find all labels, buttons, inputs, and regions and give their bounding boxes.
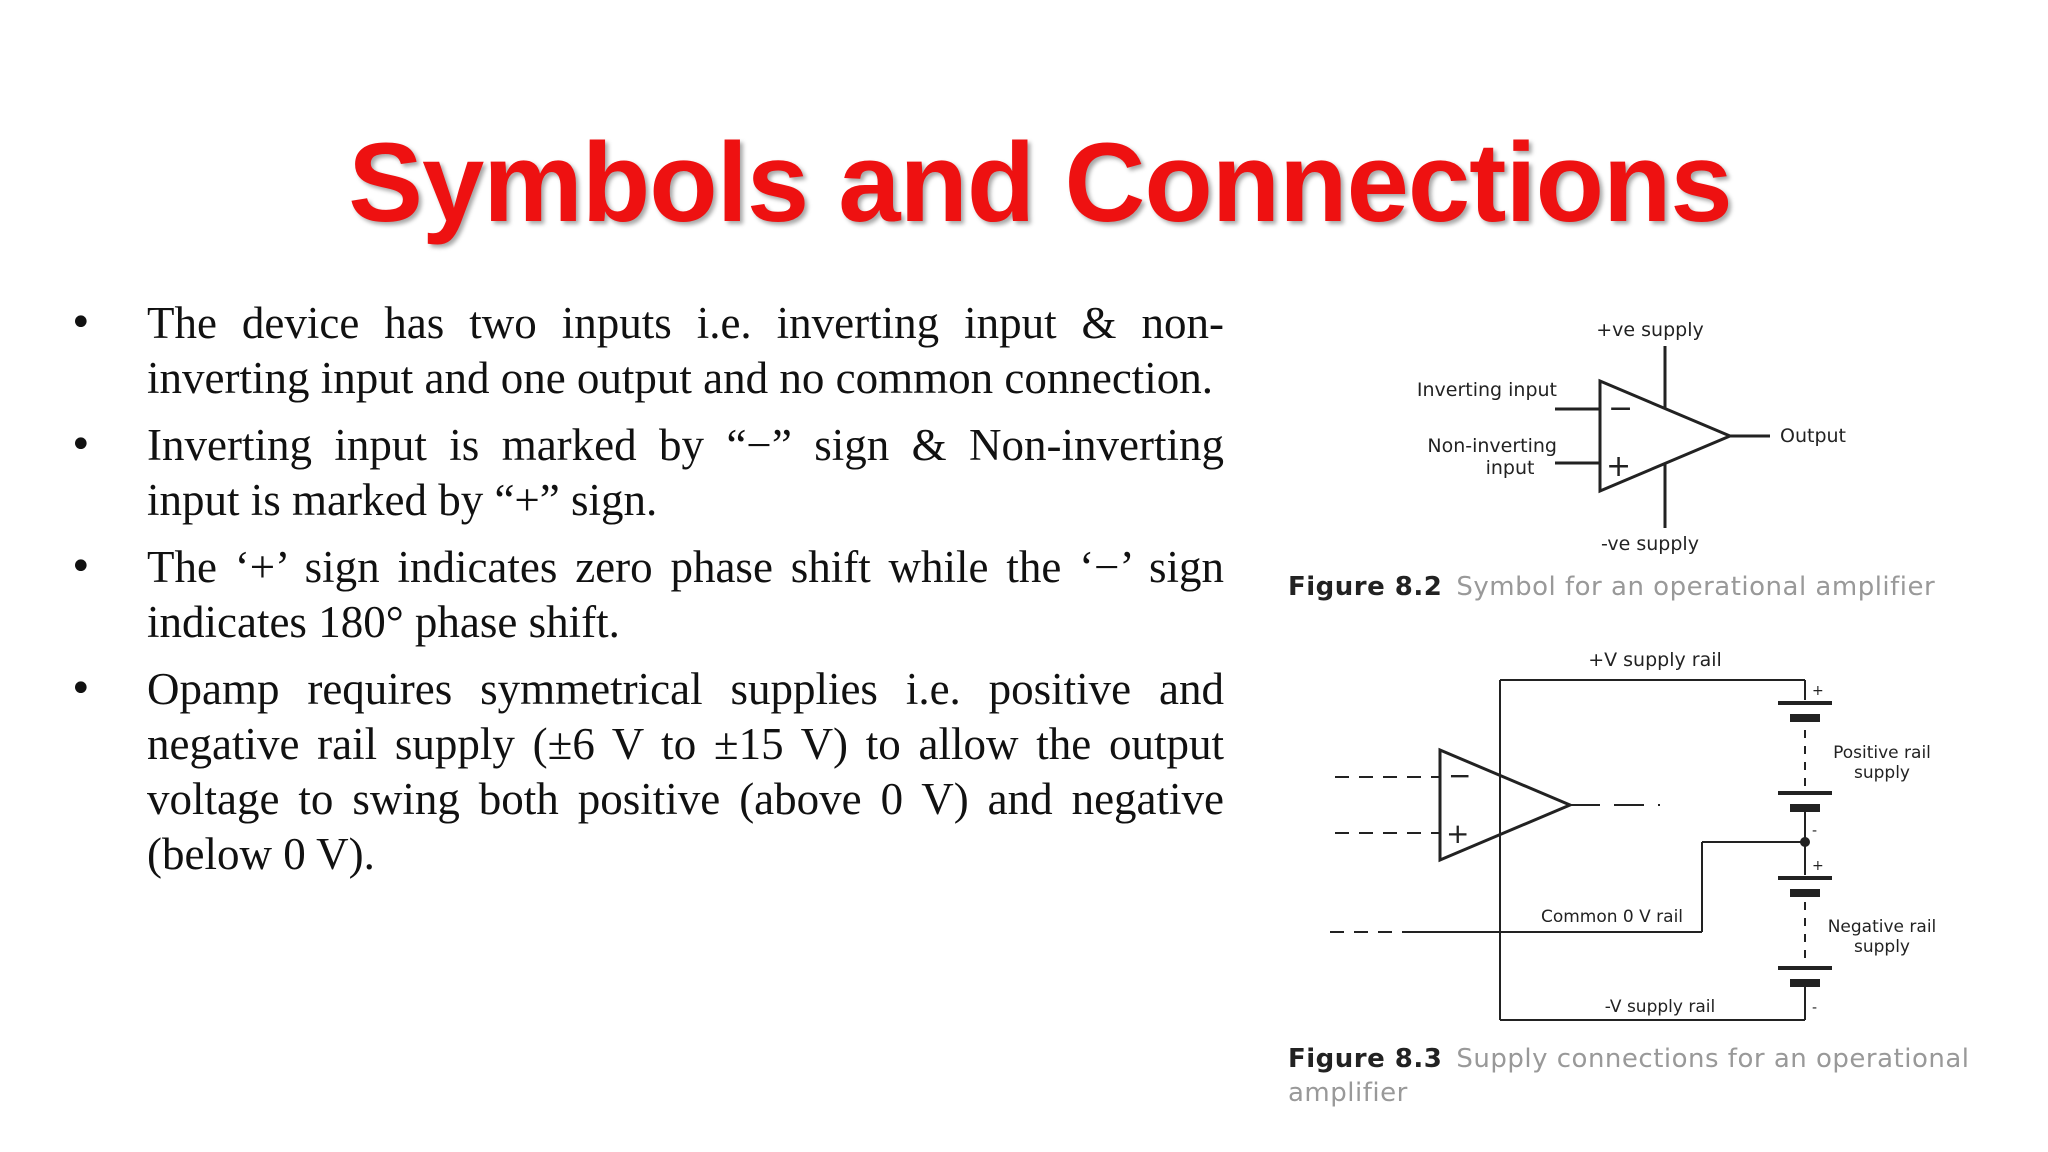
pos-rail-label: +V supply rail — [1588, 649, 1722, 671]
minus-sign: − — [1608, 391, 1634, 426]
positive-rail-supply-label-2: supply — [1854, 763, 1910, 783]
bullet-item — [64, 296, 1224, 406]
bullet-text: Opamp requires symmetrical supplies i.e. positive and negative rail supply (±6 V to ±15 V) to allow the output voltage to swing both positive (above 0 V) and negative (below 0 V). — [147, 664, 1224, 879]
bullet-marker: • — [69, 544, 93, 590]
plus-sign: + — [1606, 449, 1632, 484]
bullet-item — [64, 662, 1224, 882]
caption-number: Figure 8.3 — [1288, 1044, 1443, 1074]
bullet-text: The ‘+’ sign indicates zero phase shift while the ‘−’ sign indicates 180° phase shift. — [147, 542, 1224, 647]
battery-minus-2: - — [1812, 1000, 1818, 1016]
figure-8-3-caption — [1288, 1042, 2008, 1110]
bullet-marker: • — [69, 422, 93, 468]
negative-rail-supply-label-2: supply — [1854, 937, 1910, 957]
plus-sign: + — [1446, 817, 1470, 850]
battery-minus-1: - — [1812, 823, 1818, 839]
bullet-marker: • — [69, 666, 93, 712]
slide-title: Symbols and Connections — [348, 120, 1732, 245]
bullet-text: Inverting input is marked by “−” sign & Non-inverting input is marked by “+” sign. — [147, 420, 1224, 525]
bullet-list — [64, 296, 1224, 894]
non-inverting-label-2: input — [1485, 457, 1535, 479]
common-junction-dot — [1800, 837, 1810, 847]
minus-sign: − — [1448, 759, 1472, 792]
bullet-marker: • — [69, 300, 93, 346]
caption-text: Supply connections for an operational — [1456, 1044, 1970, 1074]
neg-supply-label: -ve supply — [1601, 533, 1699, 555]
figure-8-2-caption — [1288, 572, 1935, 602]
battery-plus-1: + — [1812, 683, 1824, 699]
bullet-text: The device has two inputs i.e. inverting input & non-inverting input and one output and no common connection. — [147, 298, 1224, 403]
output-label: Output — [1780, 425, 1846, 447]
common-rail-label: Common 0 V rail — [1540, 907, 1684, 927]
opamp-symbol-diagram — [1400, 306, 1920, 556]
caption-number: Figure 8.2 — [1288, 572, 1443, 602]
bullet-item — [64, 418, 1224, 528]
negative-rail-supply-label: Negative rail — [1827, 917, 1937, 937]
pos-supply-label: +ve supply — [1596, 319, 1704, 341]
battery-plus-2: + — [1812, 858, 1824, 874]
caption-text-2: amplifier — [1288, 1078, 1408, 1108]
neg-rail-label: -V supply rail — [1604, 997, 1716, 1017]
caption-text: Symbol for an operational amplifier — [1456, 572, 1936, 602]
bullet-item — [64, 540, 1224, 650]
supply-connections-diagram — [1330, 640, 2020, 1040]
positive-rail-supply-label: Positive rail — [1833, 743, 1931, 763]
inverting-input-label: Inverting input — [1416, 379, 1557, 401]
non-inverting-label: Non-inverting — [1427, 435, 1557, 457]
